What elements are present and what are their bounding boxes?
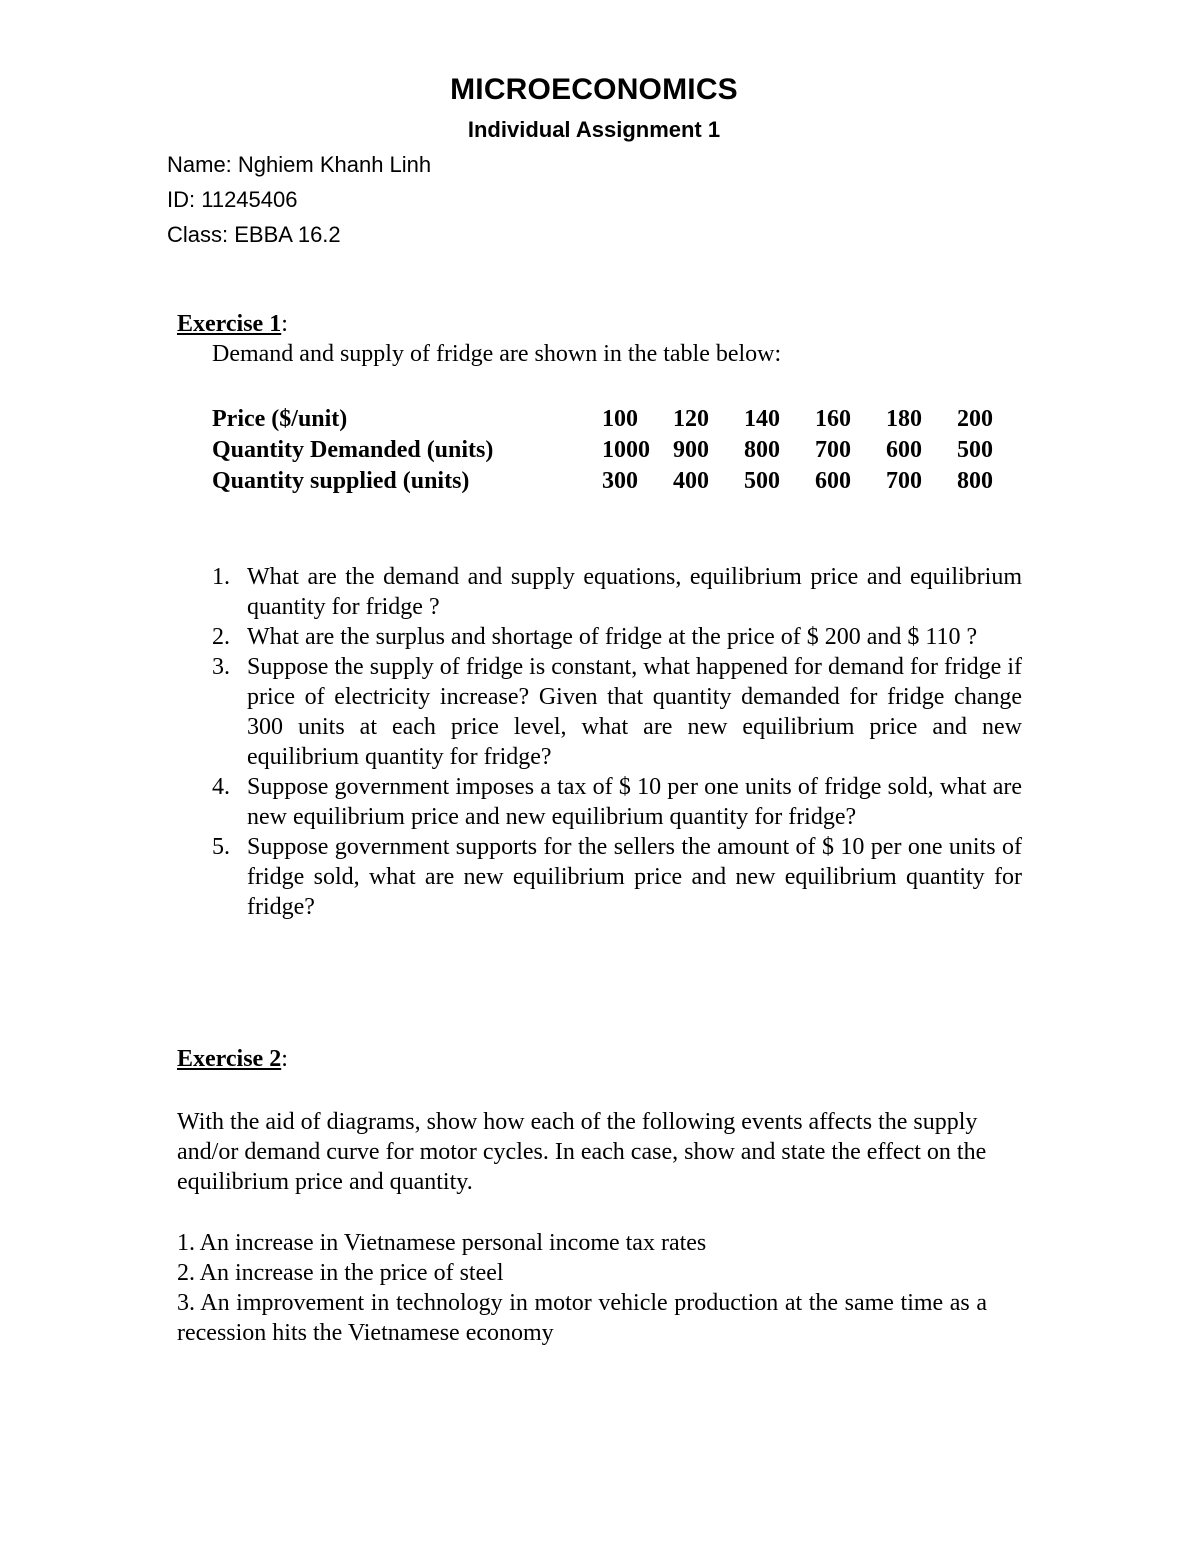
table-cell: 140 — [744, 406, 780, 432]
exercise-2-intro: With the aid of diagrams, show how each of the following events affects the supply and/or demand curve for motor cycles. In each case, show and state the effect on the equilibrium price and quantity. — [177, 1109, 987, 1195]
list-item — [212, 562, 1022, 622]
exercise-1-heading — [177, 311, 288, 338]
table-cell: 500 — [957, 437, 993, 463]
student-class: Class: EBBA 16.2 — [167, 222, 341, 247]
row-label: Quantity Demanded (units) — [212, 437, 494, 463]
list-item — [212, 772, 1022, 832]
table-row — [212, 435, 1028, 466]
exercise-2-heading-text: Exercise 2 — [177, 1046, 282, 1072]
exercise-2-heading — [177, 1046, 288, 1073]
exercise-1-heading-colon: : — [281, 311, 288, 337]
exercise-1-heading-text: Exercise 1 — [177, 311, 282, 337]
table-cell: 700 — [886, 468, 922, 494]
row-label: Quantity supplied (units) — [212, 468, 470, 494]
student-id: ID: 11245406 — [167, 187, 298, 212]
table-cell: 1000 — [602, 437, 650, 463]
exercise-2-item-3: 3. An improvement in technology in motor vehicle production at the same time as a recession hits the Vietnamese economy — [177, 1290, 987, 1346]
table-cell: 200 — [957, 406, 993, 432]
table-cell: 160 — [815, 406, 851, 432]
table-row — [212, 466, 1028, 497]
exercise-2-heading-colon: : — [281, 1046, 288, 1072]
table-cell: 180 — [886, 406, 922, 432]
question-number: 1. — [212, 564, 230, 590]
document-title: MICROECONOMICS — [450, 73, 738, 106]
document-subtitle: Individual Assignment 1 — [467, 117, 721, 142]
question-text: Suppose the supply of fridge is constant, what happened for demand for fridge if price of electricity increase? Given that quantity demanded for fridge change 300 units at each price level, what are new equilibrium price and new equilibrium quantity for fridge? — [247, 654, 1022, 770]
exercise-1-questions — [212, 562, 1022, 922]
table-cell: 500 — [744, 468, 780, 494]
question-text: What are the surplus and shortage of fridge at the price of $ 200 and $ 110 ? — [247, 624, 978, 650]
table-row — [212, 404, 1028, 435]
exercise-2-item-2: 2. An increase in the price of steel — [177, 1260, 504, 1286]
table-cell: 800 — [957, 468, 993, 494]
fridge-demand-supply-table — [212, 404, 1028, 497]
row-label: Price ($/unit) — [212, 406, 348, 432]
question-number: 5. — [212, 834, 230, 860]
table-cell: 800 — [744, 437, 780, 463]
question-text: Suppose government supports for the sellers the amount of $ 10 per one units of fridge sold, what are new equilibrium price and new equilibrium quantity for fridge? — [247, 834, 1022, 920]
exercise-2-item-1: 1. An increase in Vietnamese personal income tax rates — [177, 1230, 707, 1256]
list-item — [212, 652, 1022, 772]
table-cell: 900 — [673, 437, 709, 463]
table-cell: 400 — [673, 468, 709, 494]
question-text: What are the demand and supply equations, equilibrium price and equilibrium quantity for fridge ? — [247, 564, 1022, 620]
exercise-1-intro: Demand and supply of fridge are shown in the table below: — [212, 341, 782, 367]
question-text: Suppose government imposes a tax of $ 10 per one units of fridge sold, what are new equilibrium price and new equilibrium quantity for fridge? — [247, 774, 1022, 830]
question-number: 4. — [212, 774, 230, 800]
table-cell: 120 — [673, 406, 709, 432]
table-cell: 600 — [886, 437, 922, 463]
table-cell: 600 — [815, 468, 851, 494]
table-cell: 300 — [602, 468, 638, 494]
table-cell: 700 — [815, 437, 851, 463]
question-number: 3. — [212, 654, 230, 680]
list-item — [212, 832, 1022, 922]
list-item — [212, 622, 1022, 652]
table-cell: 100 — [602, 406, 638, 432]
question-number: 2. — [212, 624, 230, 650]
student-name: Name: Nghiem Khanh Linh — [167, 152, 432, 177]
